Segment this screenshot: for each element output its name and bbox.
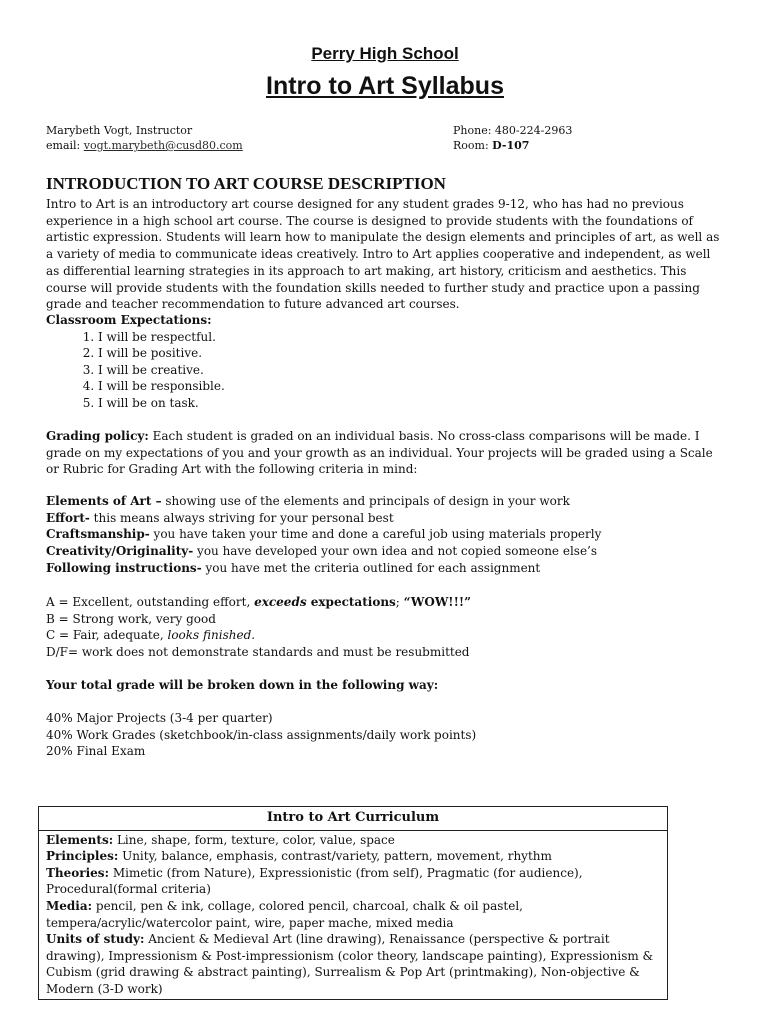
grade-scale [46,594,726,661]
phone-number: Phone: 480-224-2963 [453,124,573,137]
list-item: 1. I will be respectful. [98,329,726,346]
curriculum-text: Unity, balance, emphasis, contrast/variety, pattern, movement, rhythm [118,849,552,864]
criteria-text: you have developed your own idea and not copied someone else’s [193,544,598,559]
expectations-list [46,329,726,412]
list-item: 2. I will be positive. [98,345,726,362]
criteria-item [46,493,726,510]
grade-a-separator: ; [395,595,404,609]
criteria-term: Elements of Art – [46,494,162,508]
grade-a-text: A = Excellent, outstanding effort, [46,595,255,609]
list-item: 4. I will be responsible. [98,378,726,395]
grade-df: D/F= work does not demonstrate standards and must be resubmitted [46,645,470,660]
grade-a-exceeds: exceeds [254,595,307,609]
instructor-name: Marybeth Vogt, Instructor [46,124,193,137]
grading-policy-label: Grading policy: [46,429,149,443]
criteria-item [46,526,726,543]
expectations-title: Classroom Expectations: [46,313,212,327]
list-item: 40% Work Grades (sketchbook/in-class assignments/daily work points) [46,727,477,742]
curriculum-label: Theories: [46,865,109,880]
criteria-term: Craftsmanship- [46,527,150,542]
email-line [46,138,243,153]
curriculum-row [46,865,661,898]
curriculum-text: Line, shape, form, texture, color, value, space [113,832,395,847]
curriculum-text: Ancient & Medieval Art (line drawing), Renaissance (perspective & portrait drawing), Impressionism & Post-impressionism (color theory, landscape painting), Expressionism & Cubism (grid drawing & abstract painting), Surrealism & Pop Art (printmaking), Non-objective & Modern (3-D work) [46,932,654,996]
school-name: Perry High School [311,44,459,63]
grading-criteria [46,493,726,577]
criteria-item [46,510,726,527]
curriculum-table [38,806,668,1000]
grade-c-italic: looks finished. [167,628,256,643]
criteria-text: you have taken your time and done a careful job using materials properly [149,527,602,542]
curriculum-label: Elements: [46,832,114,847]
curriculum-row [46,848,661,865]
course-description-heading: INTRODUCTION TO ART COURSE DESCRIPTION [46,174,446,193]
grading-policy-text: Each student is graded on an individual basis. No cross-class comparisons will be made. I grade on my expectations of you and your growth as an individual. Your projects will be graded using a Scale or Rubric for Grading Art with the following criteria in mind: [46,429,713,477]
email-link[interactable]: vogt.marybeth@cusd80.com [83,139,243,152]
phone-room [453,123,572,153]
curriculum-row [46,931,661,997]
grade-c-text: C = Fair, adequate, [46,628,168,643]
list-item: 20% Final Exam [46,744,146,759]
criteria-text: showing use of the elements and principals of design in your work [161,494,570,508]
grade-breakdown [46,710,726,760]
email-label: email: [46,139,81,152]
grade-a-wow: “WOW!!!” [403,595,472,609]
list-item: 5. I will be on task. [98,395,726,412]
criteria-text: this means always striving for your personal best [89,510,394,525]
grade-breakdown-title: Your total grade will be broken down in the following way: [46,678,439,692]
criteria-item [46,543,726,560]
criteria-text: you have met the criteria outlined for each assignment [201,560,541,575]
list-item: 3. I will be creative. [98,362,726,379]
room-label: Room: [453,139,489,152]
room-number: D-107 [492,139,530,152]
grading-policy [46,428,726,478]
criteria-term: Following instructions- [46,560,202,575]
course-description [46,196,726,313]
page-title: Intro to Art Syllabus [266,72,504,100]
room-line [453,138,572,153]
course-description-text: Intro to Art is an introductory art course designed for any student grades 9-12, who has had no previous experience in a high school art course. The course is designed to provide students with the foundations of artistic expression. Students will learn how to manipulate the design elements and principles of art, as well as a variety of media to communicate ideas creatively. Intro to Art applies cooperative and independent, as well as differential learning strategies in its approach to art making, art history, criticism and aesthetics. This course will provide students with the foundation skills needed to further study and practice upon a passing grade and teacher recommendation to future advanced art courses. [46,197,720,312]
curriculum-row [46,898,661,931]
criteria-item [46,560,726,577]
list-item: 40% Major Projects (3-4 per quarter) [46,711,273,725]
curriculum-row [46,832,661,849]
grade-a [46,594,726,611]
curriculum-label: Units of study: [46,932,145,947]
curriculum-text: Mimetic (from Nature), Expressionistic (from self), Pragmatic (for audience), Procedural(formal criteria) [46,865,583,897]
grade-a-expectations: expectations [306,595,396,609]
criteria-term: Creativity/Originality- [46,544,194,559]
curriculum-label: Media: [46,898,93,913]
criteria-term: Effort- [46,510,90,525]
curriculum-text: pencil, pen & ink, collage, colored pencil, charcoal, chalk & oil pastel, tempera/acrylic/watercolor paint, wire, paper mache, mixed media [46,898,523,930]
curriculum-title: Intro to Art Curriculum [39,807,667,831]
curriculum-rows [39,831,667,999]
classroom-expectations [46,312,726,412]
grade-c [46,627,726,644]
curriculum-label: Principles: [46,849,119,864]
instructor-contact [46,123,243,153]
grade-b: B = Strong work, very good [46,611,216,626]
